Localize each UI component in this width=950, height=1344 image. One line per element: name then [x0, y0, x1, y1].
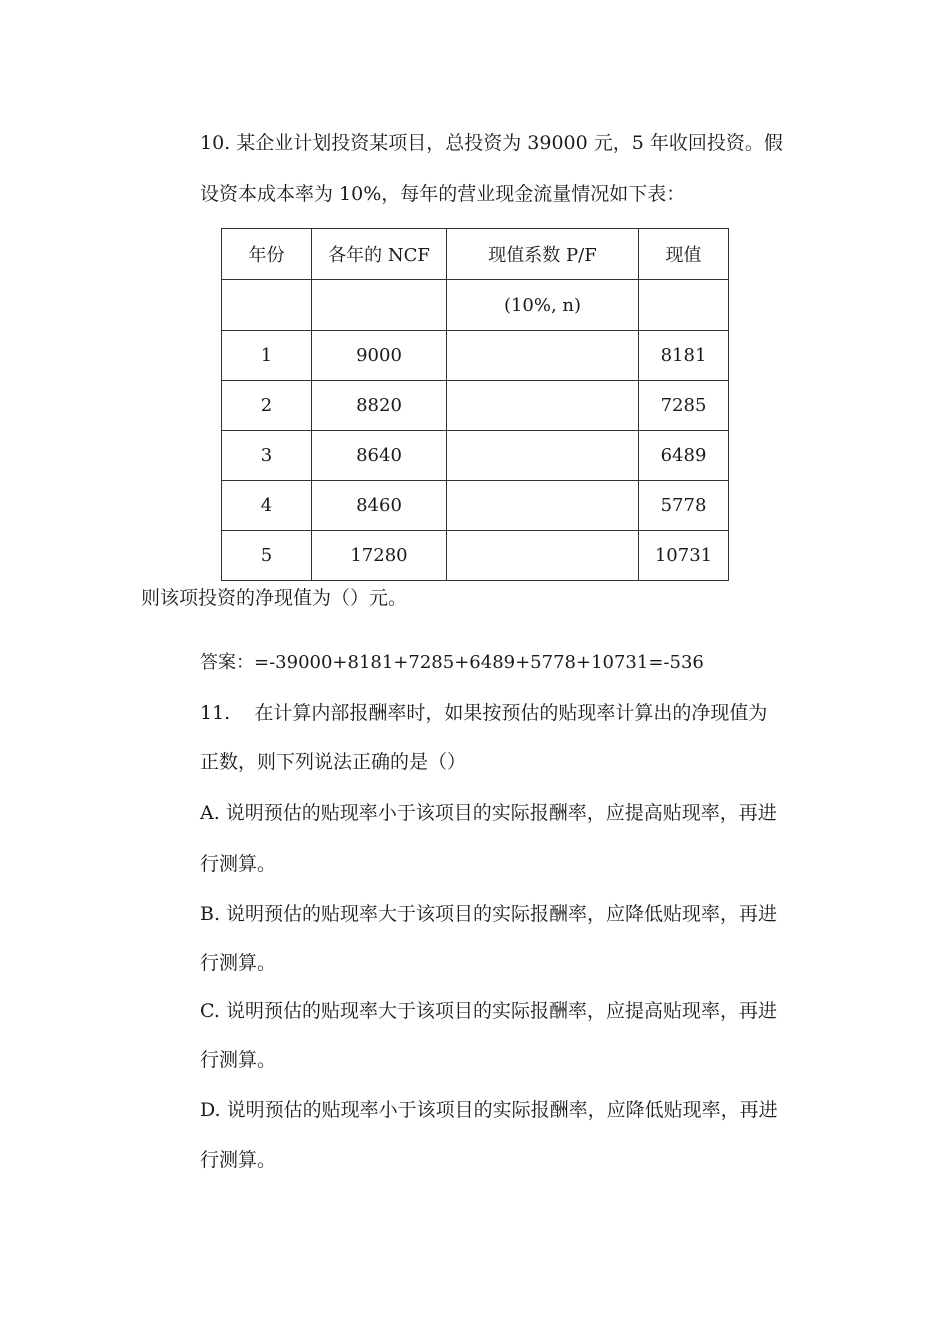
cell-year: 2	[222, 381, 312, 431]
option-b-line-2: 行测算。	[200, 952, 277, 974]
table-row	[222, 531, 729, 581]
table-header-row	[222, 229, 729, 280]
option-d-line-1: D. 说明预估的贴现率小于该项目的实际报酬率，应降低贴现率，再进	[200, 1099, 778, 1121]
question-10-text-line-2: 设资本成本率为 10%，每年的营业现金流量情况如下表：	[200, 183, 686, 205]
cell-year: 3	[222, 431, 312, 481]
table-row	[222, 481, 729, 531]
table-row	[222, 331, 729, 381]
cell-present-value: 7285	[639, 381, 729, 431]
option-d-line-2: 行测算。	[200, 1149, 277, 1171]
cell-pv-factor	[447, 531, 639, 581]
header-ncf: 各年的 NCF	[312, 229, 447, 280]
cell-pv-factor	[447, 481, 639, 531]
option-a-line-2: 行测算。	[200, 853, 277, 875]
option-a-line-1: A. 说明预估的贴现率小于该项目的实际报酬率，应提高贴现率，再进	[200, 802, 777, 824]
cell-pv-factor	[447, 431, 639, 481]
option-b-line-1: B. 说明预估的贴现率大于该项目的实际报酬率，应降低贴现率，再进	[200, 903, 778, 925]
subheader-cell	[222, 280, 312, 331]
cell-year: 4	[222, 481, 312, 531]
header-pv-factor: 现值系数 P/F	[447, 229, 639, 280]
cell-ncf: 17280	[312, 531, 447, 581]
header-year: 年份	[222, 229, 312, 280]
cell-present-value: 5778	[639, 481, 729, 531]
option-c-line-2: 行测算。	[200, 1049, 277, 1071]
question-11-text-line-1: 11. 在计算内部报酬率时，如果按预估的贴现率计算出的净现值为	[200, 702, 768, 724]
cell-ncf: 8640	[312, 431, 447, 481]
cell-year: 1	[222, 331, 312, 381]
table-subheader-row	[222, 280, 729, 331]
question-11-text-line-2: 正数，则下列说法正确的是（）	[200, 751, 467, 773]
ncf-table	[221, 228, 729, 581]
question-10-answer: 答案：=-39000+8181+7285+6489+5778+10731=-536	[200, 652, 704, 673]
cell-ncf: 8820	[312, 381, 447, 431]
cell-year: 5	[222, 531, 312, 581]
table-row	[222, 431, 729, 481]
table-row	[222, 381, 729, 431]
cell-pv-factor	[447, 381, 639, 431]
subheader-cell	[639, 280, 729, 331]
option-c-line-1: C. 说明预估的贴现率大于该项目的实际报酬率，应提高贴现率，再进	[200, 1000, 777, 1022]
subheader-rate: (10%, n)	[447, 280, 639, 331]
question-10-prompt: 则该项投资的净现值为（）元。	[141, 587, 408, 609]
cell-pv-factor	[447, 331, 639, 381]
cell-ncf: 8460	[312, 481, 447, 531]
cell-present-value: 10731	[639, 531, 729, 581]
cell-present-value: 8181	[639, 331, 729, 381]
header-present-value: 现值	[639, 229, 729, 280]
cell-present-value: 6489	[639, 431, 729, 481]
cell-ncf: 9000	[312, 331, 447, 381]
question-10-text-line-1: 10. 某企业计划投资某项目，总投资为 39000 元，5 年收回投资。假	[200, 132, 783, 154]
subheader-cell	[312, 280, 447, 331]
